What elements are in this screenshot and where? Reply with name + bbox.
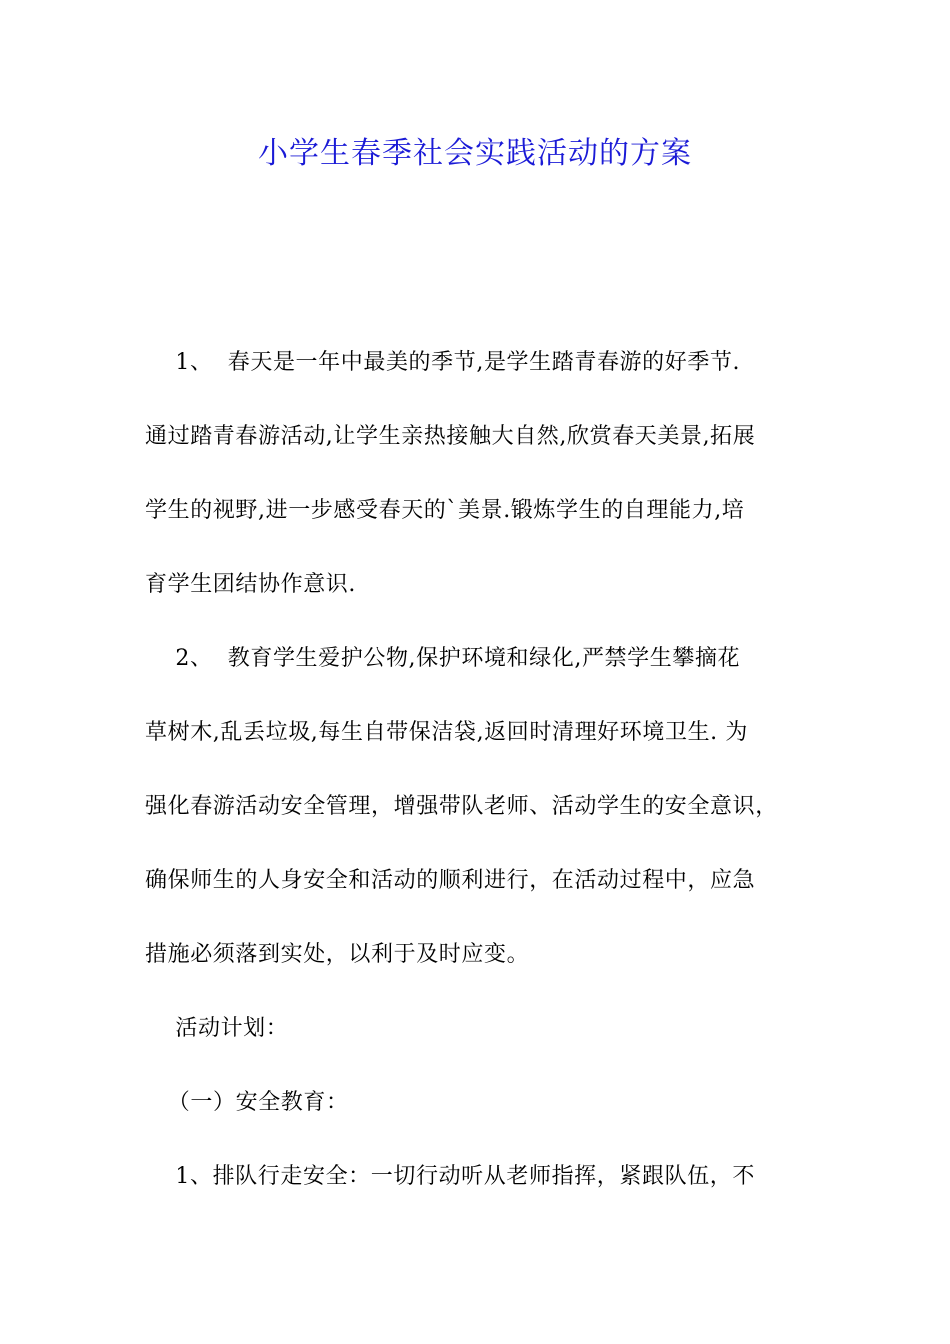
paragraph-line: 措施必须落到实处，以利于及时应变。 [145, 942, 530, 967]
paragraph-line: 2、 教育学生爱护公物,保护环境和绿化,严禁学生攀摘花 [145, 646, 741, 671]
paragraph-line: 1、 春天是一年中最美的季节,是学生踏青春游的好季节. [145, 350, 741, 375]
paragraph-line: 育学生团结协作意识. [145, 572, 356, 597]
paragraph-line: 学生的视野,进一步感受春天的`美景.锻炼学生的自理能力,培 [145, 498, 745, 523]
paragraph-line: 确保师生的人身安全和活动的顺利进行，在活动过程中，应急 [145, 868, 756, 893]
paragraph-line: 通过踏青春游活动,让学生亲热接触大自然,欣赏春天美景,拓展 [145, 424, 756, 449]
paragraph-line: 强化春游活动安全管理，增强带队老师、活动学生的安全意识， [145, 794, 778, 819]
section-heading: 活动计划： [145, 1016, 289, 1041]
paragraph-line: 1、排队行走安全：一切行动听从老师指挥，紧跟队伍，不 [145, 1164, 755, 1189]
subsection-heading: （一）安全教育： [145, 1090, 349, 1115]
paragraph-line: 草树木,乱丢垃圾,每生自带保洁袋,返回时清理好环境卫生. 为 [145, 720, 748, 745]
document-title: 小学生春季社会实践活动的方案 [258, 136, 692, 171]
